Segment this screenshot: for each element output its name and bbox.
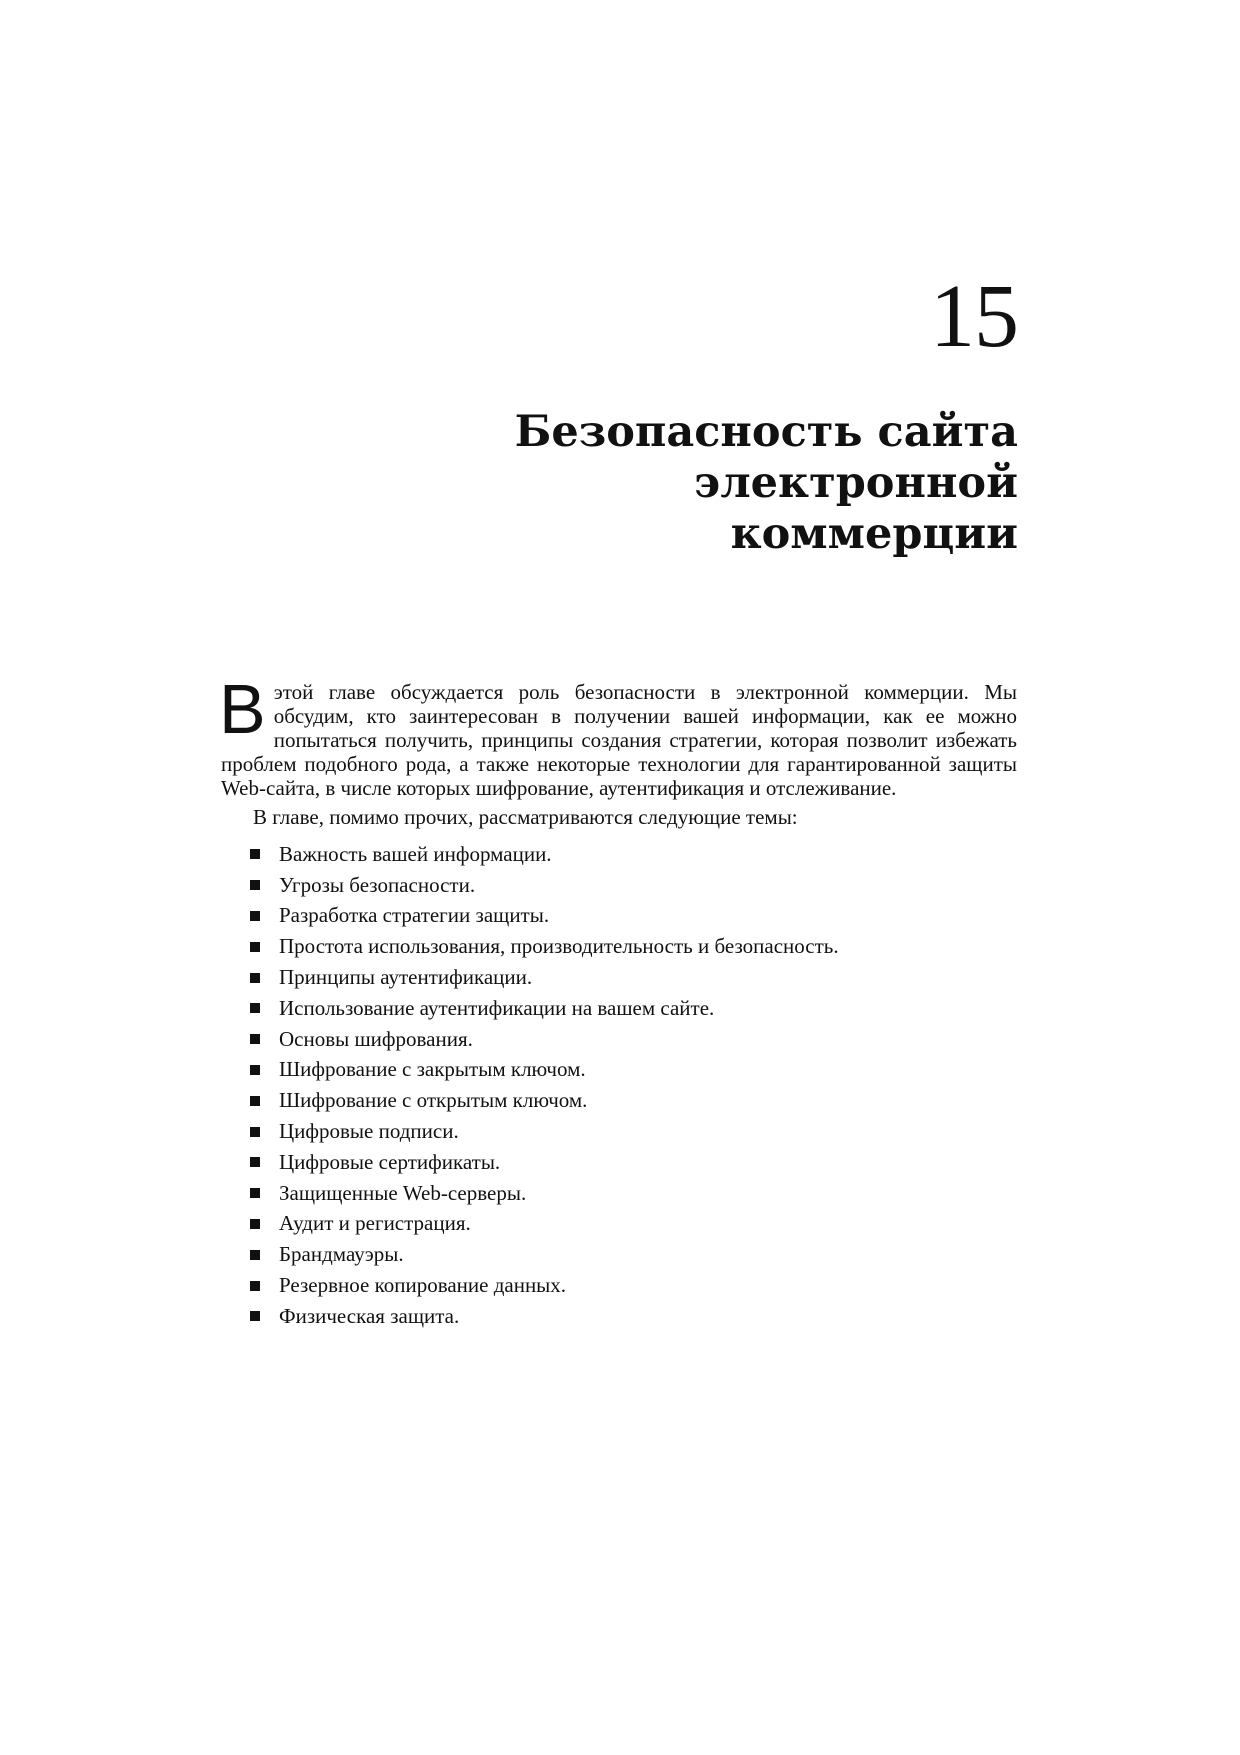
intro-text: этой главе обсуждается роль безопасности в электронной коммерции. Мы обсудим, кто заинтересован в получении вашей информации, как ее можно попытаться получить, принципы создания стратегии, которая позволит избежать проблем подобного рода, а также некоторые технологии для гарантированной защиты Web-сайта, в числе которых шифрование, аутентификация и отслеживание. [221, 680, 1017, 800]
list-item-text: Основы шифрования. [279, 1026, 473, 1051]
square-bullet-icon [250, 1250, 260, 1260]
list-item [250, 1024, 839, 1055]
chapter-number: 15 [930, 267, 1018, 366]
list-item [250, 962, 839, 993]
list-item [250, 1085, 839, 1116]
square-bullet-icon [250, 1096, 260, 1106]
list-item-text: Шифрование с открытым ключом. [279, 1088, 588, 1113]
topics-intro: В главе, помимо прочих, рассматриваются следующие темы: [253, 805, 798, 829]
square-bullet-icon [250, 1127, 260, 1137]
list-item [250, 993, 839, 1024]
list-item-text: Защищенные Web-серверы. [279, 1180, 527, 1205]
list-item [250, 1147, 839, 1178]
chapter-title-line: Безопасность сайта [514, 407, 1018, 457]
list-item-text: Использование аутентификации на вашем сайте. [279, 995, 715, 1020]
square-bullet-icon [250, 849, 260, 859]
square-bullet-icon [250, 1065, 260, 1075]
square-bullet-icon [250, 973, 260, 983]
list-item [250, 1239, 839, 1270]
square-bullet-icon [250, 1219, 260, 1229]
list-item-text: Физическая защита. [279, 1303, 460, 1328]
list-item-text: Резервное копирование данных. [279, 1273, 567, 1298]
list-item [250, 901, 839, 932]
square-bullet-icon [250, 880, 260, 890]
list-item [250, 870, 839, 901]
list-item [250, 1209, 839, 1240]
list-item [250, 1301, 839, 1332]
list-item-text: Цифровые сертификаты. [279, 1149, 501, 1174]
list-item [250, 1270, 839, 1301]
list-item [250, 1055, 839, 1086]
square-bullet-icon [250, 911, 260, 921]
square-bullet-icon [250, 942, 260, 952]
list-item-text: Важность вашей информации. [279, 841, 552, 866]
list-item-text: Простота использования, производительность и безопасность. [279, 934, 839, 959]
square-bullet-icon [250, 1188, 260, 1198]
list-item-text: Брандмауэры. [279, 1242, 404, 1267]
square-bullet-icon [250, 1281, 260, 1291]
chapter-title-line: коммерции [730, 509, 1018, 559]
list-item [250, 1116, 839, 1147]
square-bullet-icon [250, 1311, 260, 1321]
topics-list [250, 839, 839, 1332]
list-item [250, 1178, 839, 1209]
intro-paragraph [219, 670, 1017, 800]
list-item-text: Шифрование с закрытым ключом. [279, 1057, 586, 1082]
chapter-title-line: электронной [694, 458, 1018, 508]
list-item-text: Угрозы безопасности. [279, 872, 476, 897]
square-bullet-icon [250, 1034, 260, 1044]
list-item-text: Аудит и регистрация. [279, 1211, 471, 1236]
list-item [250, 839, 839, 870]
list-item-text: Разработка стратегии защиты. [279, 903, 550, 928]
list-item-text: Цифровые подписи. [279, 1119, 459, 1144]
chapter-title [378, 407, 1018, 560]
square-bullet-icon [250, 1157, 260, 1167]
list-item-text: Принципы аутентификации. [279, 965, 533, 990]
drop-cap: В [219, 670, 266, 748]
square-bullet-icon [250, 1003, 260, 1013]
list-item [250, 931, 839, 962]
